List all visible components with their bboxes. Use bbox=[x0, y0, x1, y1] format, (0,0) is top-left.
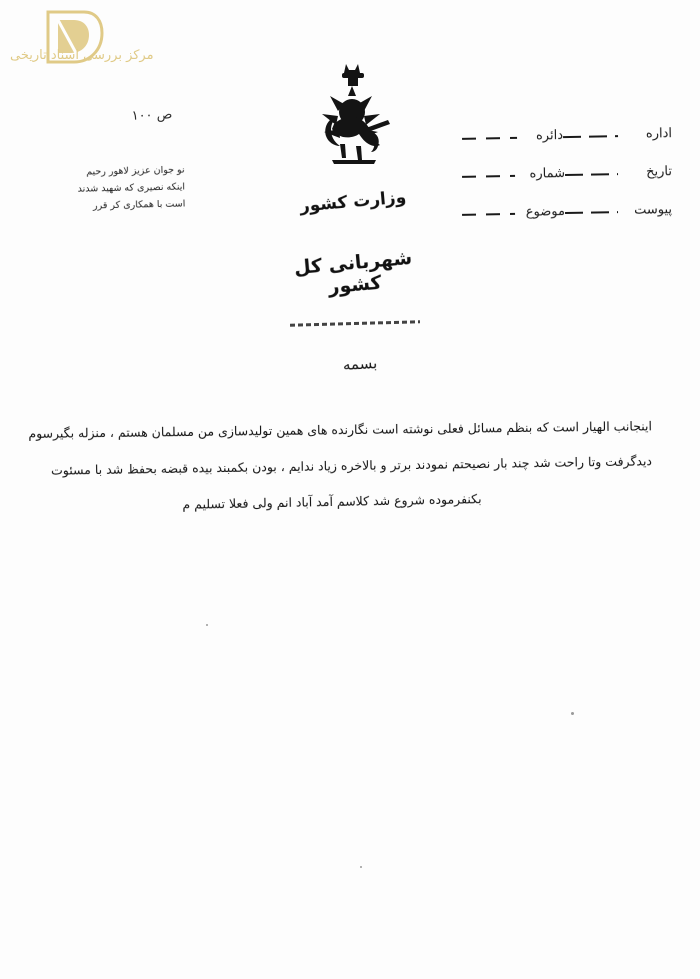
field-line-tarikh[interactable] bbox=[565, 173, 618, 176]
scan-speck bbox=[571, 712, 574, 715]
organization-title: شهربانی کل کشور bbox=[293, 246, 413, 299]
margin-note-line-1: نو جوان عزیز لاهور رحیم bbox=[86, 164, 185, 178]
ministry-title: وزارت کشور bbox=[299, 187, 407, 217]
folio-number: ص ۱۰۰ bbox=[131, 107, 173, 124]
field-label-daere: دائره bbox=[535, 127, 564, 144]
field-line-shomare[interactable] bbox=[462, 175, 515, 178]
field-label-mozoo: موضوع bbox=[525, 203, 566, 220]
field-row-tarikh bbox=[462, 152, 673, 194]
watermark-text: مرکز بررسی اسناد تاریخی bbox=[10, 48, 154, 63]
scan-speck bbox=[360, 866, 362, 868]
field-line-daere[interactable] bbox=[462, 137, 517, 140]
field-label-peyvast: پیوست bbox=[633, 201, 673, 218]
field-label-tarikh: تاریخ bbox=[645, 163, 673, 180]
body-line-1: اینجانب الهیار است که بنظم مسائل فعلی نوشته است نگارنده های همین تولیدسازی من مسلمان هستم ، منزله بگیرسوم bbox=[28, 418, 653, 441]
margin-note-line-3: است با همکاری کر قرر bbox=[92, 198, 186, 212]
field-row-edare bbox=[462, 114, 673, 156]
margin-note bbox=[39, 161, 185, 215]
salutation: بسمه bbox=[342, 354, 378, 374]
field-label-shomare: شماره bbox=[529, 165, 566, 182]
body-line-2: دیدگرفت وتا راحت شد چند بار نصیحتم نمودند برتر و بالاخره زیاد ندایم ، بودن بکمبند بیده قبضه بحفظ شد با مسئوت bbox=[50, 453, 653, 478]
form-fields bbox=[462, 116, 672, 230]
body-text bbox=[28, 412, 653, 520]
scan-speck bbox=[206, 624, 208, 626]
field-line-peyvast[interactable] bbox=[565, 211, 618, 214]
field-line-edare[interactable] bbox=[563, 135, 618, 138]
dashed-rule-icon bbox=[290, 320, 420, 326]
margin-note-line-2: اینکه نصیری که شهید شدند bbox=[77, 181, 186, 195]
lion-and-sun-emblem-icon bbox=[306, 62, 398, 182]
field-label-edare: اداره bbox=[645, 125, 673, 142]
field-line-mozoo[interactable] bbox=[462, 213, 515, 216]
field-row-peyvast bbox=[462, 190, 673, 232]
body-line-3: بکنفرموده شروع شد کلاسم آمد آباد انم ولی فعلا تسلیم م bbox=[182, 491, 482, 512]
watermark bbox=[10, 8, 200, 78]
